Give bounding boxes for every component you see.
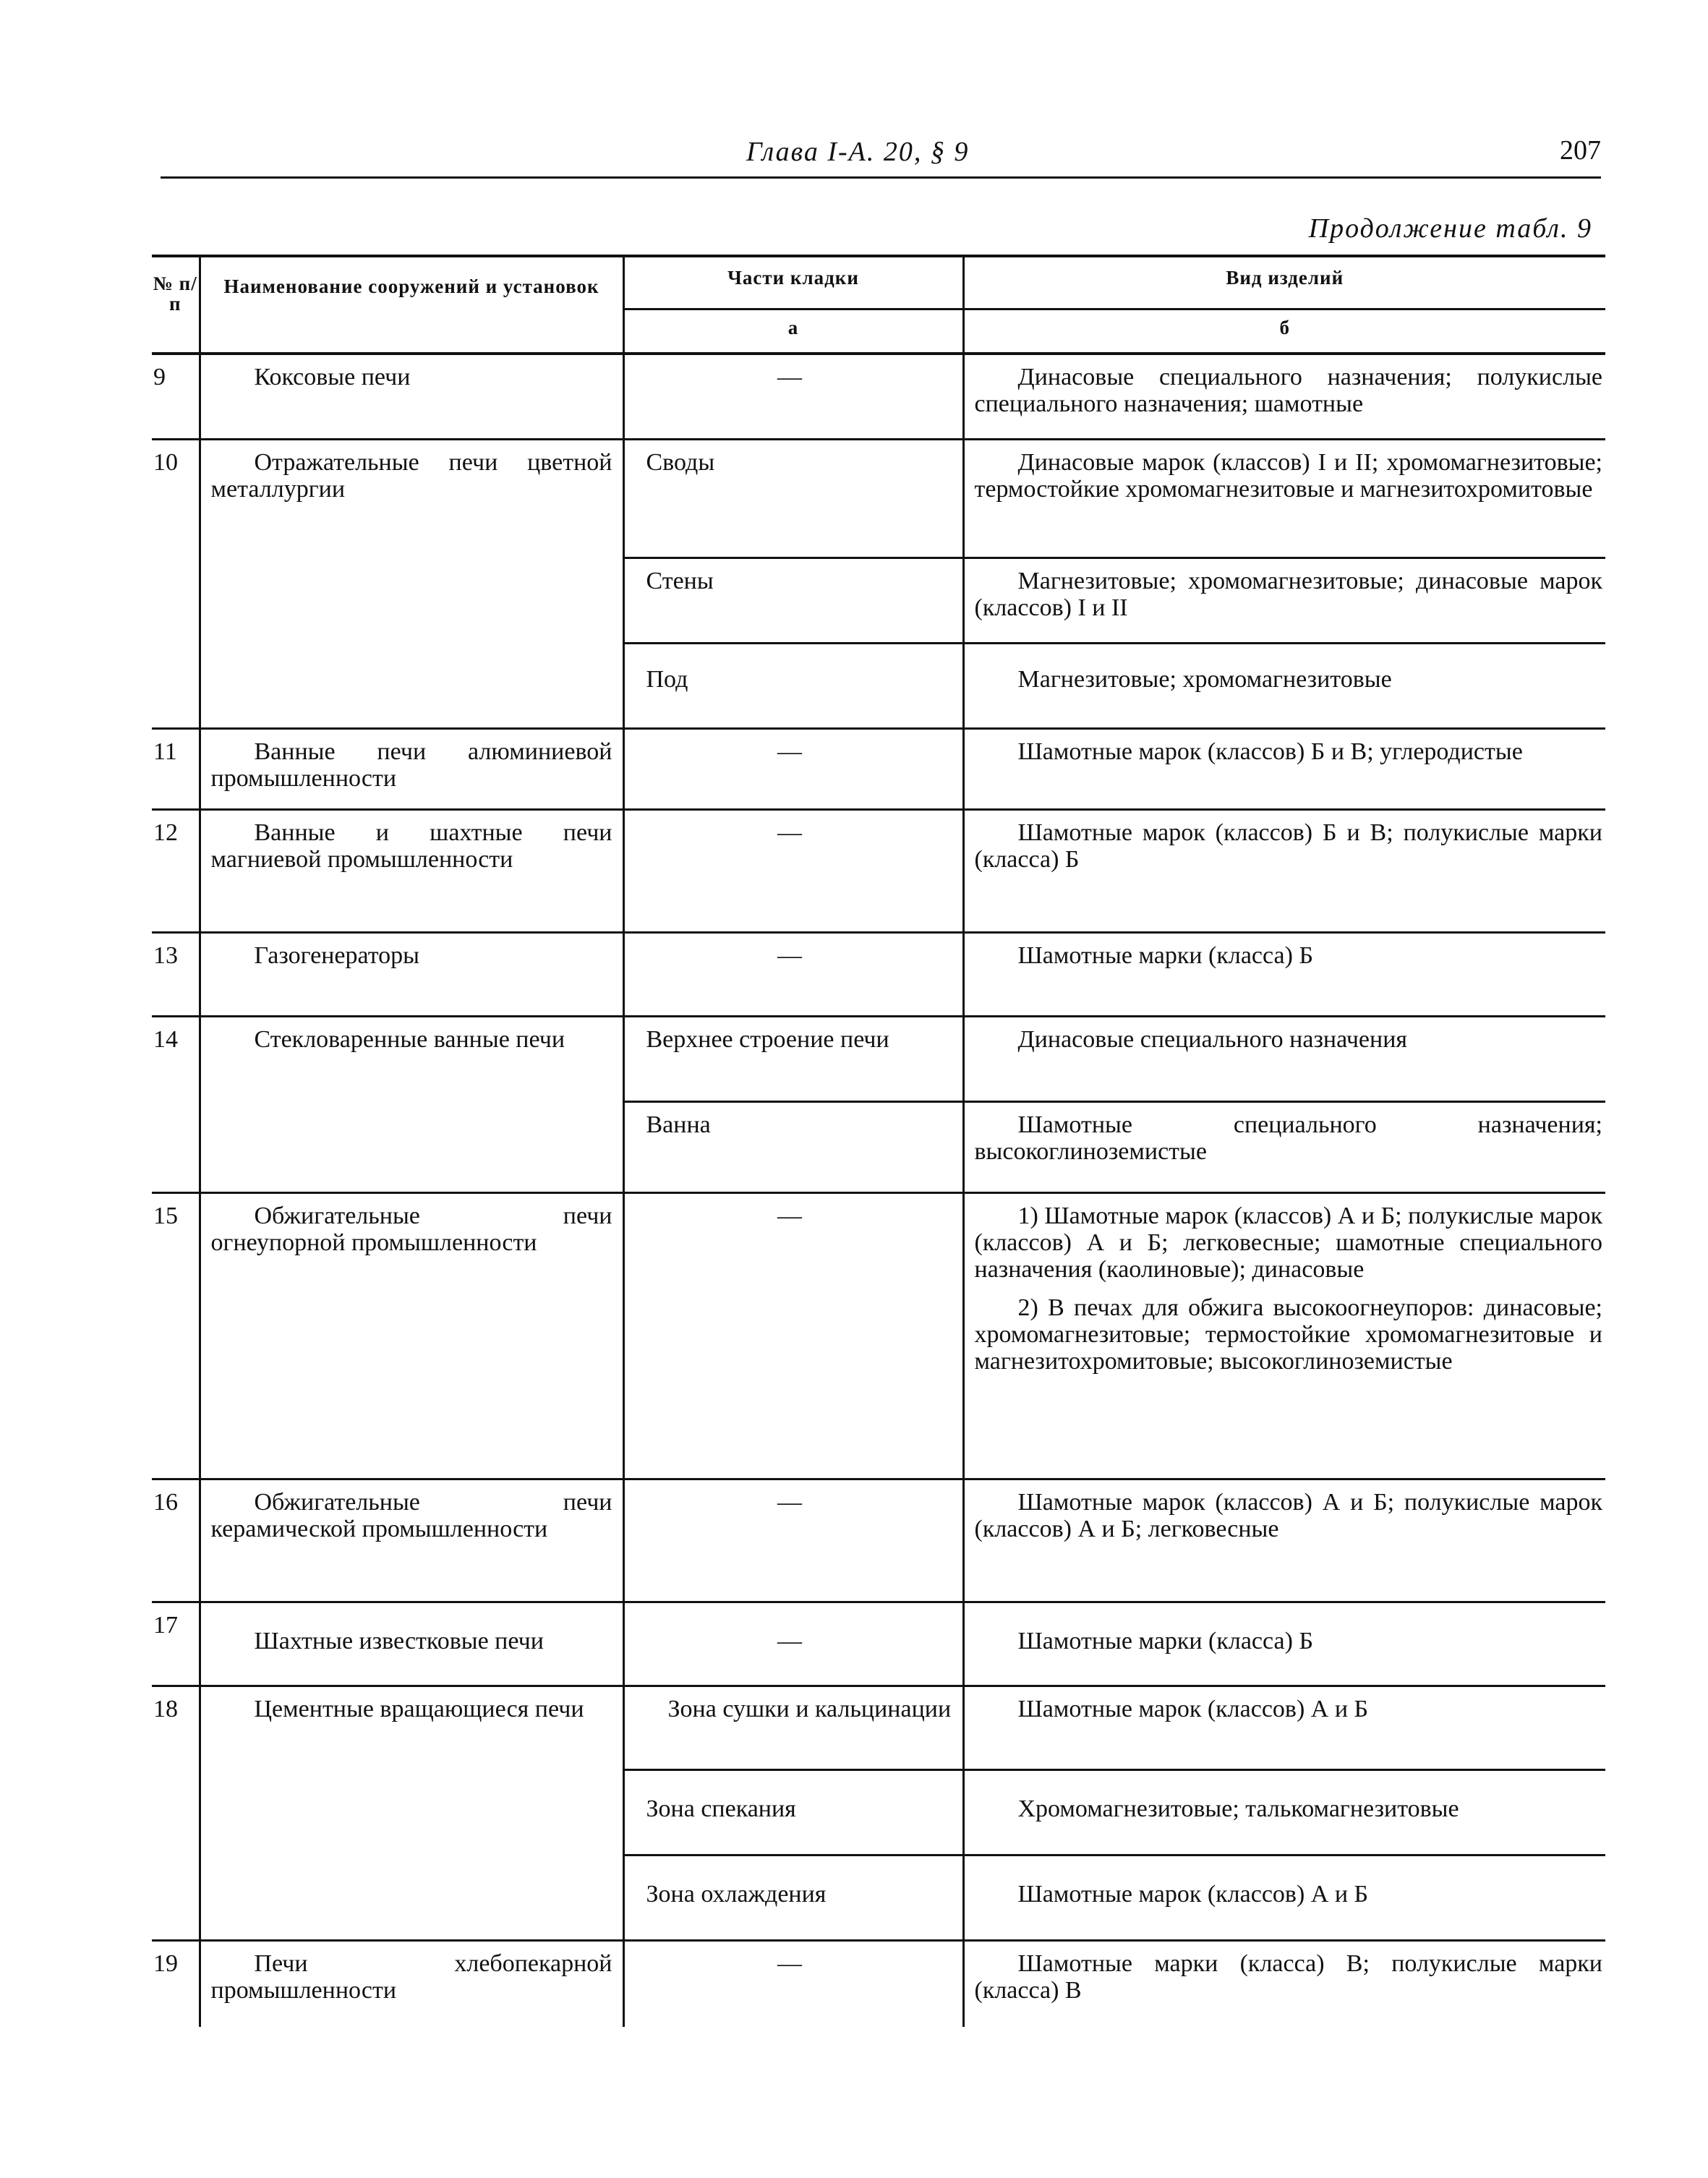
row-name: Обжигательные печи огнеупорной промышленности	[200, 1192, 623, 1479]
table-row	[152, 809, 1605, 932]
row-kind: Шамотные марок (классов) А и Б	[963, 1686, 1605, 1769]
header-parts-sub: а	[623, 309, 963, 354]
table-row	[152, 439, 1605, 558]
row-kind: Хромомагнезитовые; талькомагнезитовые	[963, 1769, 1605, 1855]
row-kind: Шамотные марок (классов) А и Б; полукислые марок (классов) А и Б; легковесные	[963, 1479, 1605, 1602]
row-kind: Динасовые специального назначения	[963, 1016, 1605, 1101]
row-part: Ванна	[623, 1101, 963, 1192]
row-kind: Шамотные марки (класса) В; полукислые марки (класса) В	[974, 1949, 1602, 2004]
table-row	[152, 1192, 1605, 1479]
row-part: Своды	[623, 439, 963, 558]
refractory-table	[152, 255, 1605, 2027]
row-number: 11	[152, 728, 200, 809]
row-number: 18	[152, 1686, 200, 1940]
row-kind: Динасовые специального назначения; полукислые специального назначения; шамотные	[963, 354, 1605, 439]
row-part: —	[623, 809, 963, 932]
table-row	[152, 932, 1605, 1016]
header-kind-sub: б	[963, 309, 1605, 354]
running-head: Глава I-A. 20, § 9	[746, 137, 970, 167]
row-part: Под	[623, 643, 963, 728]
table-row	[152, 728, 1605, 809]
row-number: 14	[152, 1016, 200, 1192]
row-name: Обжигательные печи керамической промышленности	[200, 1479, 623, 1602]
header-kind: Вид изделий	[963, 256, 1605, 309]
row-part: —	[623, 354, 963, 439]
row-kind-item: 1) Шамотные марок (классов) А и Б; полукислые марок (классов) А и Б; легковесные; шамотные специального назначения (каолиновые); динасовые	[974, 1202, 1602, 1283]
row-part: Верхнее строение печи	[623, 1016, 963, 1101]
row-number: 10	[152, 439, 200, 728]
page-number: 207	[1560, 135, 1601, 166]
table-row	[152, 1016, 1605, 1101]
row-name: Шахтные известковые печи	[200, 1602, 623, 1686]
row-name: Ванные печи алюминиевой промышленности	[200, 728, 623, 809]
row-name: Ванные и шахтные печи магниевой промышленности	[200, 809, 623, 932]
row-kind: Шамотные марки (класса) Б	[963, 1602, 1605, 1686]
header-name: Наименование сооружений и установок	[200, 256, 623, 354]
row-kind: Шамотные марки (класса) Б	[963, 932, 1605, 1016]
table-row	[152, 1479, 1605, 1602]
row-name: Цементные вращающиеся печи	[200, 1686, 623, 1940]
row-name: Отражательные печи цветной металлургии	[200, 439, 623, 728]
row-kind: Шамотные марок (классов) Б и В; углеродистые	[963, 728, 1605, 809]
row-kind: Шамотные марок (классов) А и Б	[963, 1855, 1605, 1940]
row-part: Зона спекания	[623, 1769, 963, 1855]
row-kind-cell	[963, 1192, 1605, 1479]
row-kind-item: 2) В печах для обжига высокоогнеупоров: динасовые; хромомагнезитовые; термостойкие хромомагнезитовые и магнезитохромитовые; высокоглиноземистые	[974, 1294, 1602, 1375]
row-part: —	[623, 1192, 963, 1479]
row-part: Стены	[623, 558, 963, 643]
row-part: —	[623, 932, 963, 1016]
header-parts: Части кладки	[623, 256, 963, 309]
table-row	[152, 1940, 1605, 2027]
row-number: 17	[152, 1602, 200, 1686]
page-header	[161, 129, 1601, 179]
row-name: Коксовые печи	[200, 354, 623, 439]
table-row	[152, 1602, 1605, 1686]
row-number: 9	[152, 354, 200, 439]
row-number: 16	[152, 1479, 200, 1602]
table-row	[152, 1686, 1605, 1769]
row-number: 13	[152, 932, 200, 1016]
row-name: Стекловаренные ванные печи	[200, 1016, 623, 1192]
header-number: № п/п	[152, 256, 200, 354]
row-part: Зона охлаждения	[623, 1855, 963, 1940]
table-caption: Продолжение табл. 9	[1308, 213, 1592, 244]
row-kind: Магнезитовые; хромомагнезитовые	[963, 643, 1605, 728]
row-number: 19	[152, 1940, 200, 2027]
row-part: —	[623, 728, 963, 809]
row-part: —	[623, 1479, 963, 1602]
row-part: —	[623, 1940, 963, 2027]
row-part: Зона сушки и кальцинации	[623, 1686, 963, 1769]
row-kind: Шамотные специального назначения; высокоглиноземистые	[963, 1101, 1605, 1192]
row-kind: Шамотные марок (классов) Б и В; полукислые марки (класса) Б	[963, 809, 1605, 932]
row-part: —	[623, 1602, 963, 1686]
row-name: Печи хлебопекарной промышленности	[200, 1940, 623, 2027]
row-kind: Динасовые марок (классов) I и II; хромомагнезитовые; термостойкие хромомагнезитовые и магнезитохромитовые	[963, 439, 1605, 558]
row-kind: Магнезитовые; хромомагнезитовые; динасовые марок (классов) I и II	[963, 558, 1605, 643]
row-name: Газогенераторы	[200, 932, 623, 1016]
row-number: 15	[152, 1192, 200, 1479]
table-row	[152, 354, 1605, 439]
row-number: 12	[152, 809, 200, 932]
